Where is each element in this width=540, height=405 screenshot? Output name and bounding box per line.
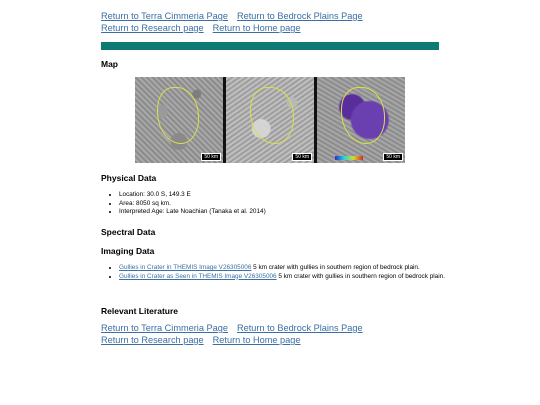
heading-physical-data: Physical Data: [101, 173, 157, 183]
list-item: • Location: 30.0 S, 149.3 E: [119, 191, 449, 200]
link-terra-cimmeria[interactable]: Return to Terra Cimmeria Page: [101, 11, 228, 21]
nav-links-top: [101, 10, 441, 34]
list-item: [119, 273, 449, 282]
list-item: • Area: 8050 sq km.: [119, 200, 449, 209]
color-scale-bar: [335, 156, 363, 160]
imaging-desc-2: 5 km crater with gullies in southern region of bedrock plain.: [276, 272, 445, 280]
heading-imaging-data: Imaging Data: [101, 246, 155, 256]
link-home[interactable]: Return to Home page: [212, 335, 301, 345]
scale-label: 50 km: [201, 153, 221, 161]
link-bedrock-plains[interactable]: Return to Bedrock Plains Page: [236, 323, 363, 333]
link-research[interactable]: Return to Research page: [101, 23, 204, 33]
region-outline: [250, 87, 294, 144]
nav-links-bottom: [101, 322, 372, 346]
map-panel-3: [317, 77, 405, 163]
map-panel-2: [226, 77, 314, 163]
imaging-link-2[interactable]: Gullies in Crater as Seen in THEMIS Image V26305006: [119, 272, 277, 280]
link-terra-cimmeria[interactable]: Return to Terra Cimmeria Page: [101, 323, 228, 333]
top-nav: [101, 0, 441, 34]
imaging-desc-1: 5 km crater with gullies in southern region of bedrock plain.: [251, 264, 420, 271]
heading-spectral-data: Spectral Data: [101, 227, 156, 237]
scale-label: 50 km: [292, 153, 312, 161]
link-bedrock-plains[interactable]: Return to Bedrock Plains Page: [236, 11, 363, 21]
heading-map: Map: [101, 59, 118, 69]
scale-label: 50 km: [383, 153, 403, 161]
heading-relevant-literature: Relevant Literature: [101, 306, 178, 316]
map-image: [135, 77, 405, 163]
imaging-link-1[interactable]: Gullies in Crater in THEMIS Image V26305006: [119, 264, 252, 271]
region-outline: [341, 87, 385, 144]
link-research[interactable]: Return to Research page: [101, 335, 204, 345]
link-home[interactable]: Return to Home page: [212, 23, 301, 33]
bottom-nav: [101, 322, 372, 346]
region-outline: [157, 87, 199, 144]
header-bar: [101, 42, 439, 50]
map-panel-1: [135, 77, 223, 163]
list-item: [119, 264, 449, 273]
physical-data-list: [101, 191, 449, 217]
imaging-data-list: [101, 264, 449, 281]
list-item: • Interpreted Age: Late Noachian (Tanaka et al. 2014): [119, 208, 449, 217]
